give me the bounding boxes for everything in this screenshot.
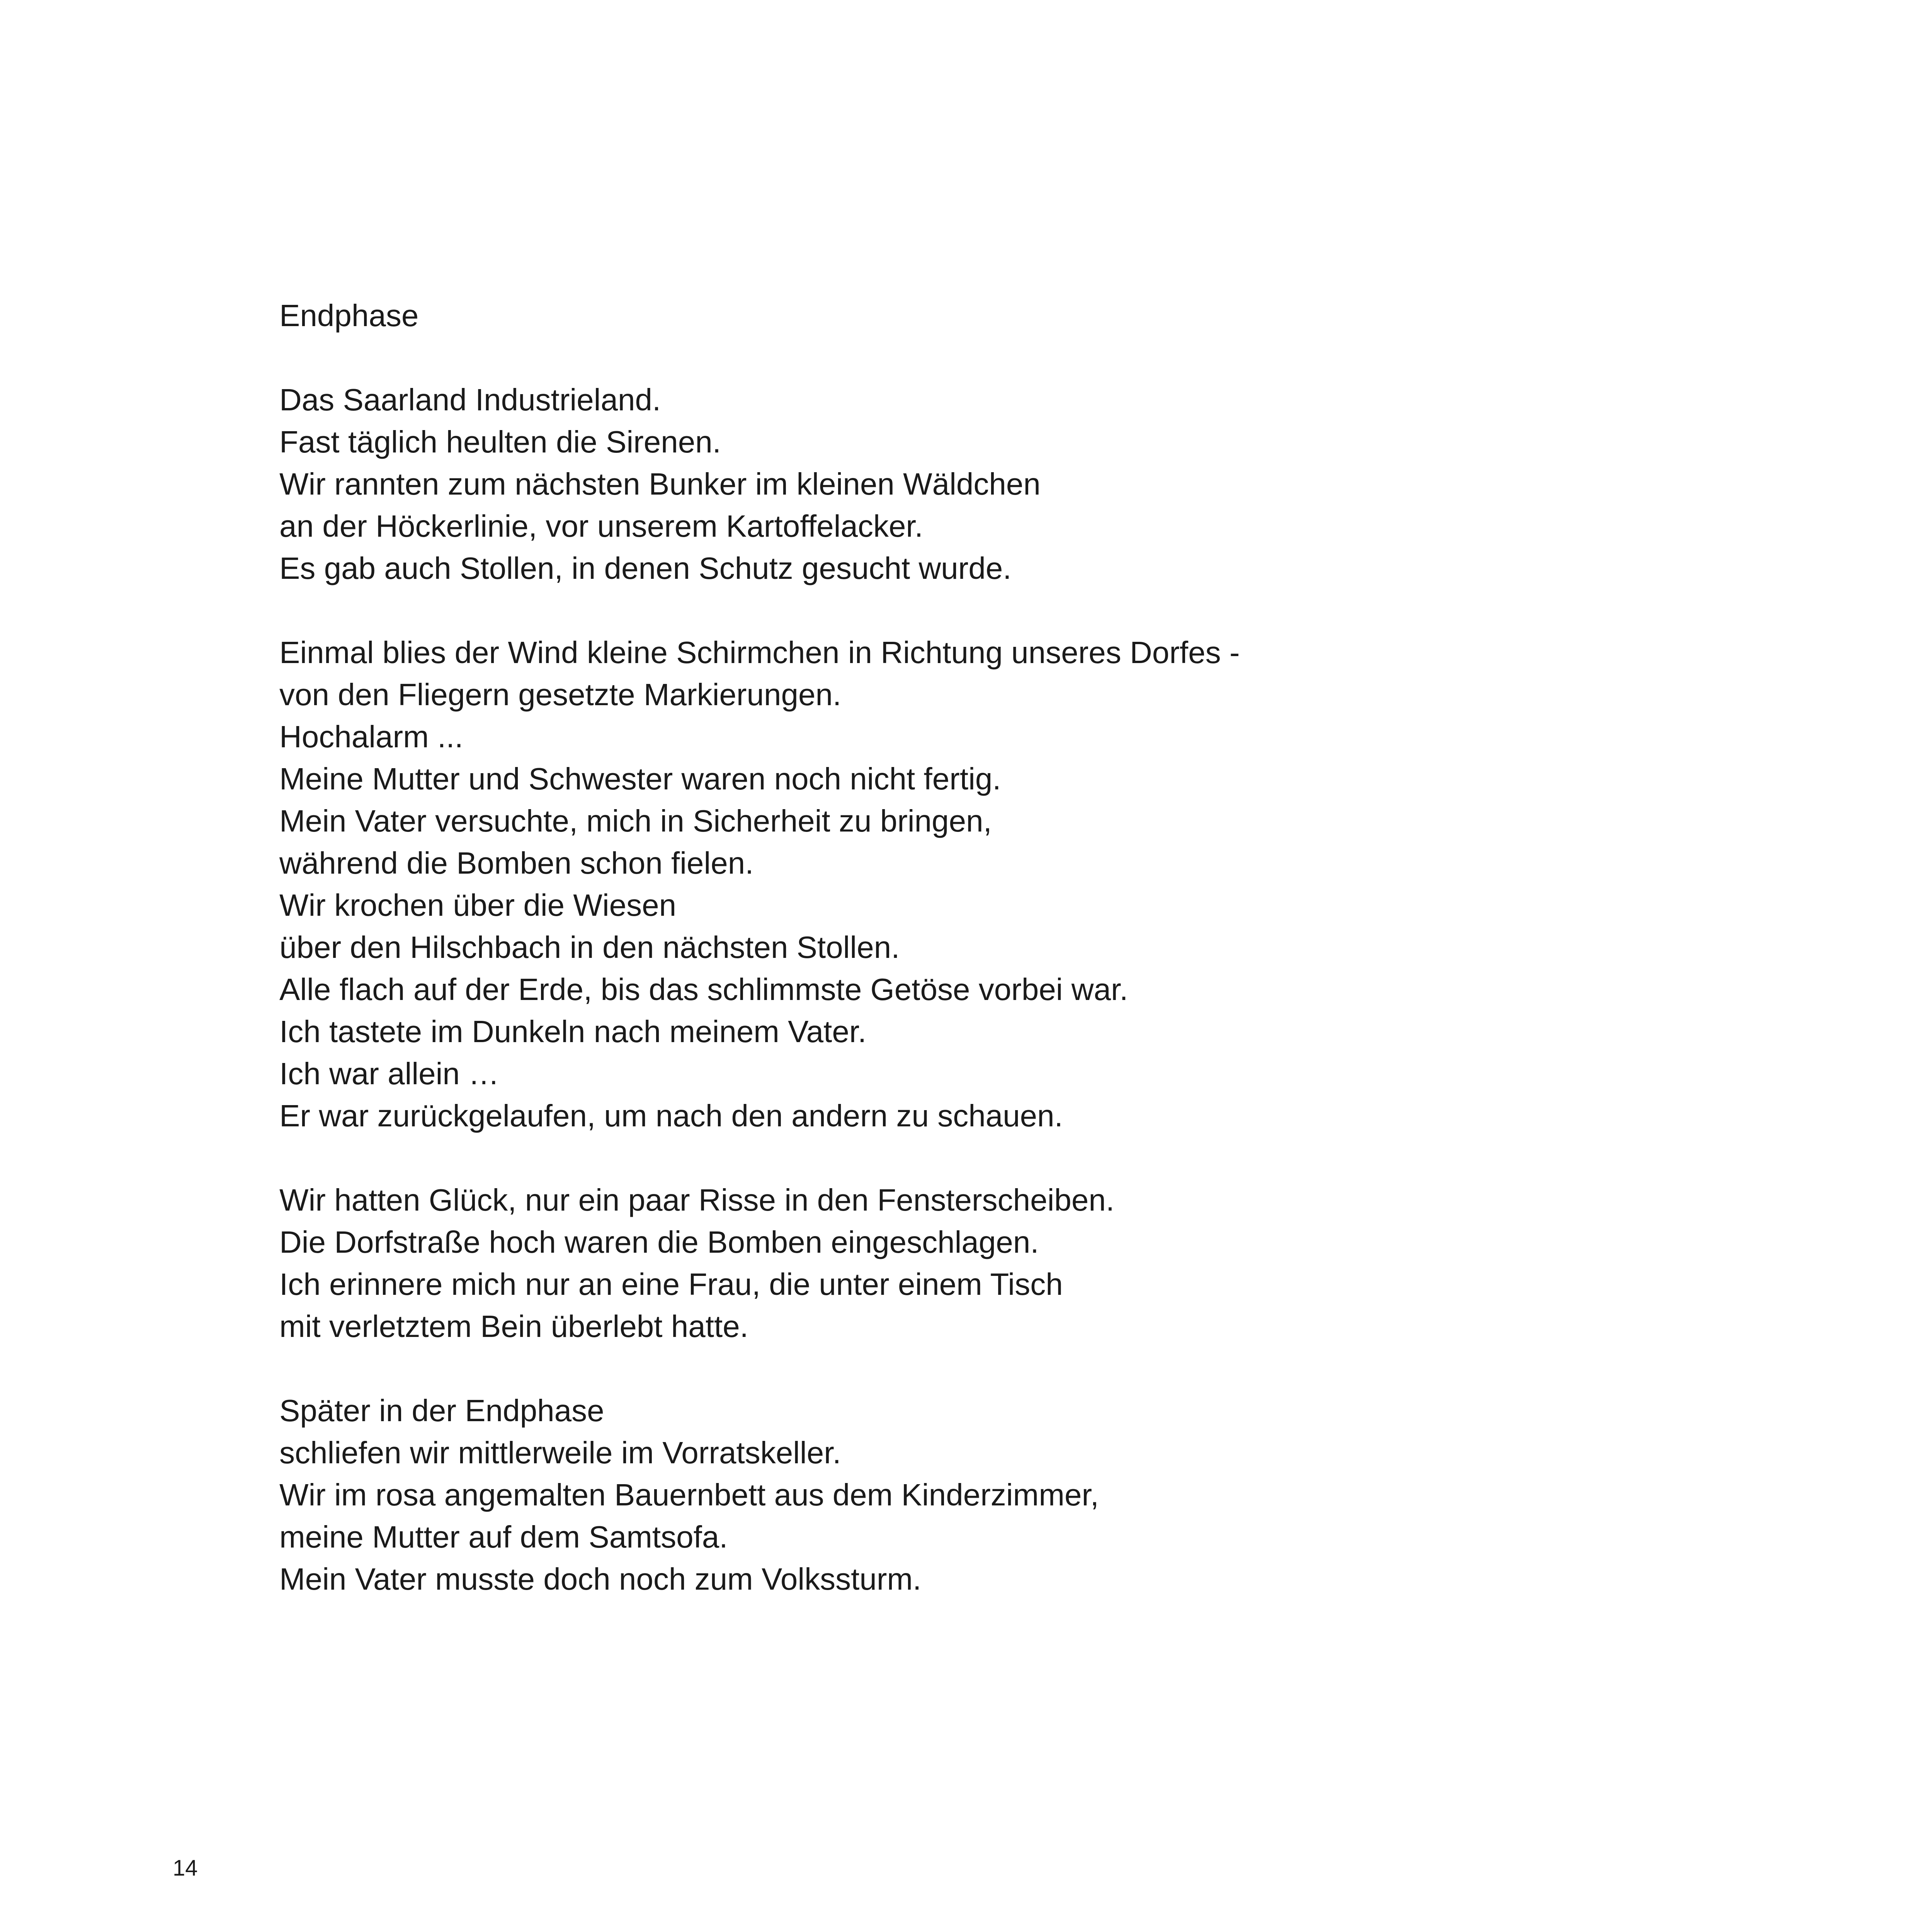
poem-line: Ich erinnere mich nur an eine Frau, die unter einem Tisch: [279, 1267, 1063, 1301]
poem-line: Meine Mutter und Schwester waren noch nicht fertig.: [279, 762, 1001, 796]
poem-line: Mein Vater versuchte, mich in Sicherheit zu bringen,: [279, 804, 992, 838]
poem-title: Endphase: [279, 298, 419, 333]
poem-line: Fast täglich heulten die Sirenen.: [279, 425, 721, 459]
poem-line: Ich tastete im Dunkeln nach meinem Vater.: [279, 1014, 867, 1049]
poem-line: Wir rannten zum nächsten Bunker im kleinen Wäldchen: [279, 467, 1041, 501]
poem-line: während die Bomben schon fielen.: [279, 846, 754, 880]
poem-line: Er war zurückgelaufen, um nach den andern zu schauen.: [279, 1099, 1063, 1133]
poem-line: meine Mutter auf dem Samtsofa.: [279, 1520, 728, 1554]
poem-line: schliefen wir mittlerweile im Vorratskeller.: [279, 1435, 841, 1470]
stanza-4: [279, 1389, 1439, 1600]
poem-line: Die Dorfstraße hoch waren die Bomben eingeschlagen.: [279, 1225, 1039, 1259]
poem-line: Wir krochen über die Wiesen: [279, 888, 677, 922]
stanza-3: [279, 1179, 1439, 1347]
poem-line: an der Höckerlinie, vor unserem Kartoffelacker.: [279, 509, 923, 543]
poem: [279, 294, 1439, 1600]
poem-line: Wir im rosa angemalten Bauernbett aus dem Kinderzimmer,: [279, 1478, 1099, 1512]
poem-line: Ich war allein …: [279, 1056, 500, 1091]
stanza-2: [279, 631, 1439, 1137]
poem-line: mit verletztem Bein überlebt hatte.: [279, 1309, 748, 1344]
poem-line: Mein Vater musste doch noch zum Volkssturm.: [279, 1562, 922, 1596]
poem-line: Wir hatten Glück, nur ein paar Risse in den Fensterscheiben.: [279, 1183, 1115, 1217]
poem-line: Das Saarland Industrieland.: [279, 383, 661, 417]
poem-line: von den Fliegern gesetzte Markierungen.: [279, 677, 842, 712]
poem-line: über den Hilschbach in den nächsten Stollen.: [279, 930, 900, 964]
poem-line: Es gab auch Stollen, in denen Schutz gesucht wurde.: [279, 551, 1012, 585]
poem-line: Hochalarm ...: [279, 719, 463, 754]
page-number: 14: [173, 1855, 198, 1881]
poem-line: Später in der Endphase: [279, 1393, 604, 1428]
poem-line: Alle flach auf der Erde, bis das schlimmste Getöse vorbei war.: [279, 972, 1128, 1007]
poem-line: Einmal blies der Wind kleine Schirmchen in Richtung unseres Dorfes -: [279, 635, 1240, 670]
stanza-1: [279, 379, 1439, 589]
